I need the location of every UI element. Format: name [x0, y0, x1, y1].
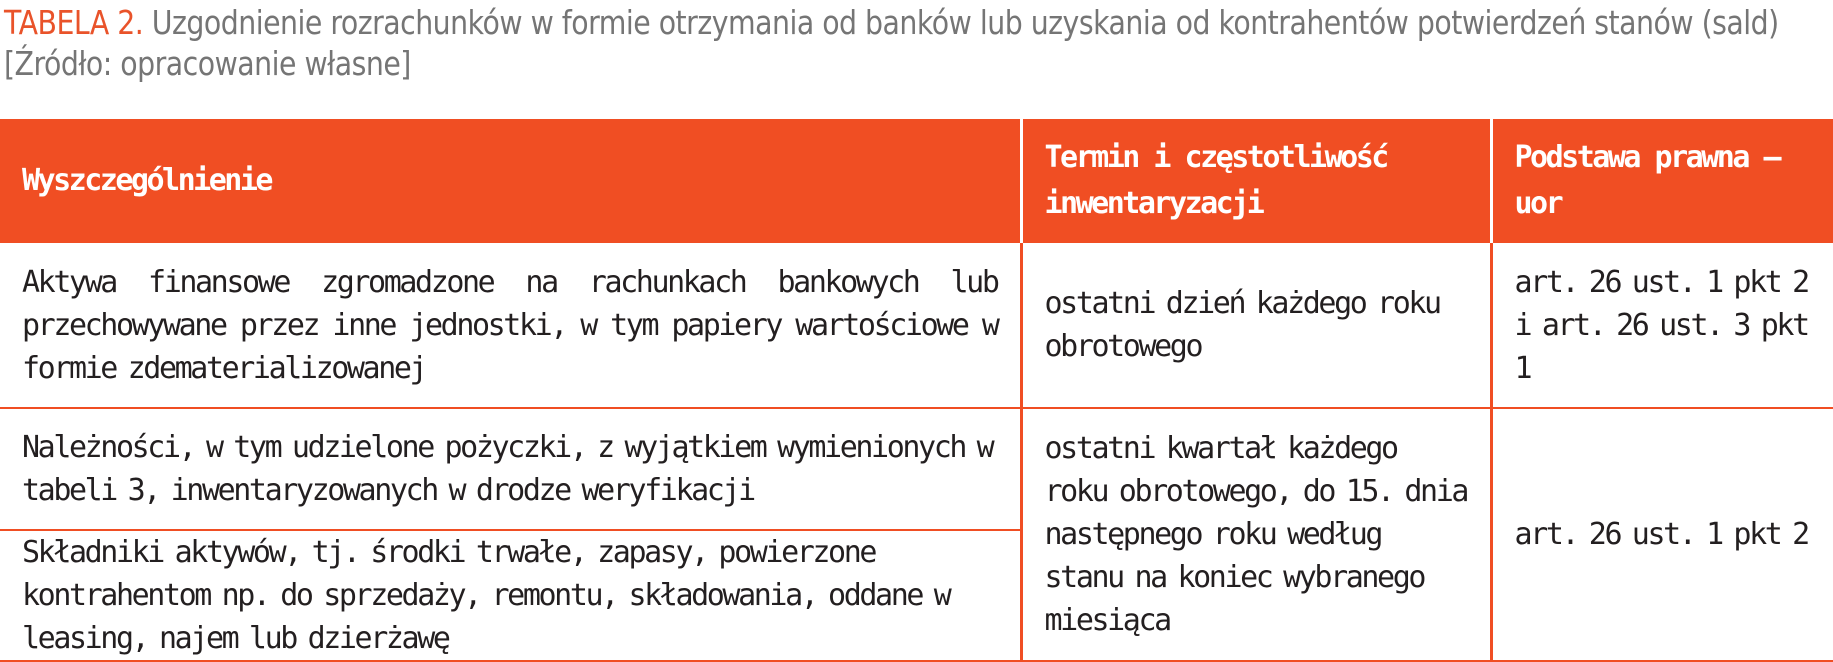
caption-title: Uzgodnienie rozrachunków w formie otrzymania od banków lub uzyskania od kontrahentów potwierdzeń stanów (sald)	[143, 3, 1779, 42]
table-caption	[4, 2, 1827, 84]
header-term: Termin i częstotliwość inwentaryzacji	[1021, 119, 1491, 243]
table-row	[0, 243, 1833, 408]
row-item-cell: Składniki aktywów, tj. środki trwałe, zapasy, powierzone kontrahentom np. do sprzedaży, remontu, składowania, oddane w leasing, najem lub dzierżawę	[0, 530, 1021, 661]
table-header-row	[0, 119, 1833, 243]
row-term-cell: ostatni kwartał każdego roku obrotowego, do 15. dnia następnego roku według stanu na koniec wybranego miesiąca	[1021, 408, 1491, 661]
header-legal-basis: Podstawa prawna – uor	[1491, 119, 1833, 243]
caption-source: [Źródło: opracowanie własne]	[4, 44, 411, 83]
row-term-cell: ostatni dzień każdego roku obrotowego	[1021, 243, 1491, 408]
caption-tag: TABELA 2.	[4, 3, 144, 42]
header-item: Wyszczególnienie	[0, 119, 1021, 243]
row-item-cell: Należności, w tym udzielone pożyczki, z wyjątkiem wymienionych w tabeli 3, inwentaryzowanych w drodze weryfikacji	[0, 408, 1021, 530]
table-row	[0, 408, 1833, 530]
row-basis-cell: art. 26 ust. 1 pkt 2 i art. 26 ust. 3 pkt 1	[1491, 243, 1833, 408]
row-basis-cell: art. 26 ust. 1 pkt 2	[1491, 408, 1833, 661]
reconciliation-table	[0, 119, 1833, 662]
row-item-cell: Aktywa finansowe zgromadzone na rachunkach bankowych lub przechowywane przez inne jednostki, w tym papiery wartościowe w formie zdematerializowanej	[0, 243, 1021, 408]
